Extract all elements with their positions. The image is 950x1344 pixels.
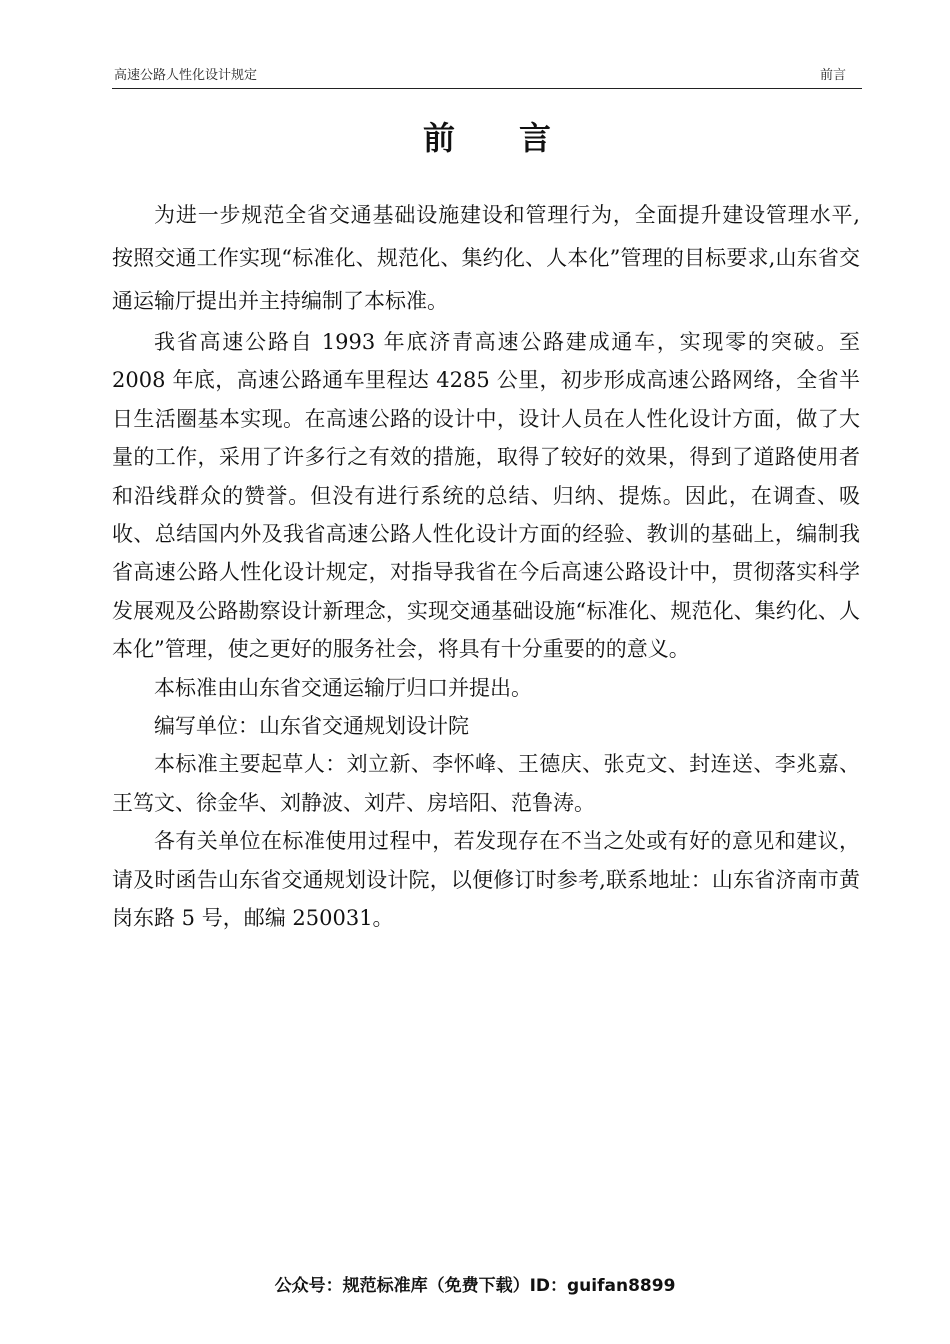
paragraph-authority: 本标准由山东省交通运输厅归口并提出。: [154, 675, 532, 700]
footer-watermark: 公众号：规范标准库（免费下载）ID：guifan8899: [274, 1276, 676, 1296]
header-document-title: 高速公路人性化设计规定: [114, 68, 258, 83]
paragraph-drafting-unit: 编写单位：山东省交通规划设计院: [154, 714, 469, 739]
running-header: [112, 68, 862, 89]
page-title: 前言: [422, 119, 615, 157]
paragraph-purpose: 为进一步规范全省交通基础设施建设和管理行为，全面提升建设管理水平, 按照交通工作实现“标准化、规范化、集约化、人本化”管理的目标要求,山东省交通运输厅提出并主持编制了本标准。: [112, 203, 860, 313]
paragraph-feedback-contact: 各有关单位在标准使用过程中，若发现存在不当之处或有好的意见和建议，请及时函告山东省交通规划设计院，以便修订时参考,联系地址：山东省济南市黄岗东路 5 号，邮编 250031。: [112, 829, 860, 931]
paragraph-background: 我省高速公路自 1993 年底济青高速公路建成通车，实现零的突破。至 2008 年底，高速公路通车里程达 4285 公里，初步形成高速公路网络，全省半日生活圈基本实现。在高速公路的设计中，设计人员在人性化设计方面，做了大量的工作，采用了许多行之有效的措施，取得了较好的效果，得到了道路使用者和沿线群众的赞誉。但没有进行系统的总结、归纳、提炼。因此，在调查、吸收、总结国内外及我省高速公路人性化设计方面的经验、教训的基础上，编制我省高速公路人性化设计规定，对指导我省在今后高速公路设计中，贯彻落实科学发展观及公路勘察设计新理念，实现交通基础设施“标准化、规范化、集约化、人本化”管理，使之更好的服务社会，将具有十分重要的的意义。: [112, 330, 860, 662]
paragraph-drafters: 本标准主要起草人：刘立新、李怀峰、王德庆、张克文、封连送、李兆嘉、王笃文、徐金华、刘静波、刘芹、房培阳、范鲁涛。: [112, 752, 860, 815]
foreword-body: [112, 194, 860, 938]
header-section-name: 前言: [819, 68, 846, 83]
